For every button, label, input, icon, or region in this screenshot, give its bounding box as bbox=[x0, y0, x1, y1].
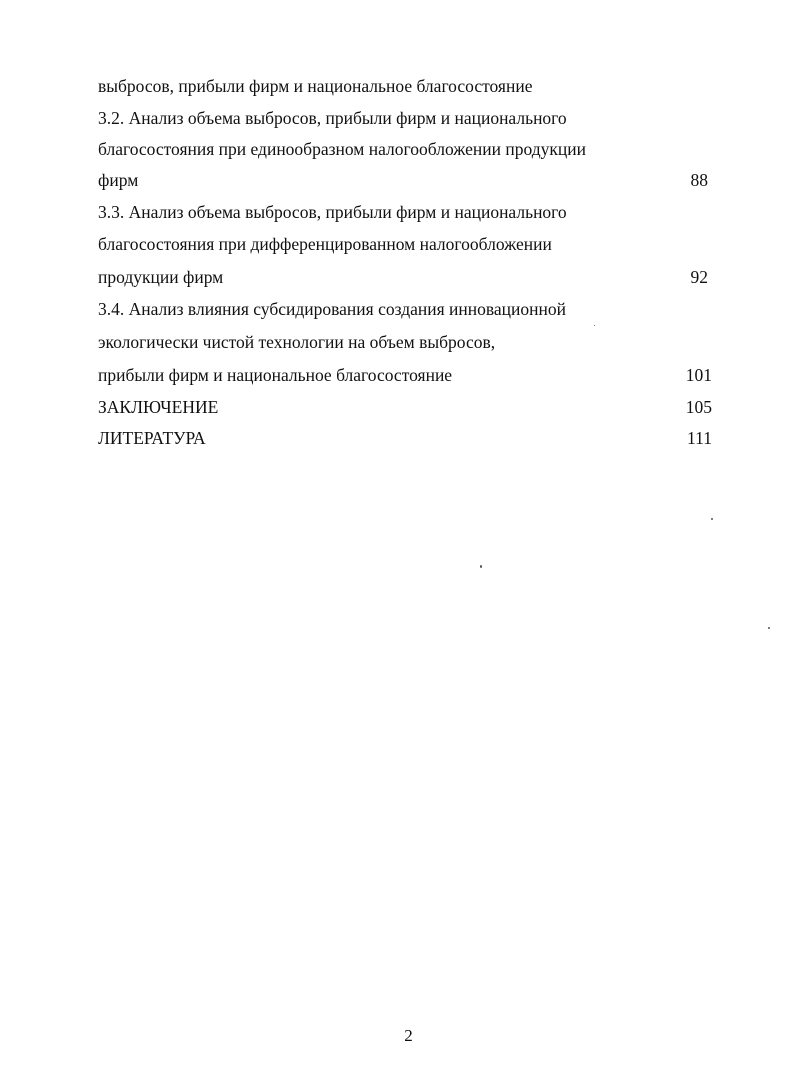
scan-speck bbox=[711, 518, 713, 520]
scan-speck bbox=[768, 627, 770, 629]
toc-page-number: 88 bbox=[690, 170, 708, 190]
toc-page-number: 101 bbox=[685, 365, 712, 385]
toc-line: 3.4. Анализ влияния субсидирования создания инновационной bbox=[98, 299, 566, 319]
page-number: 2 bbox=[404, 1026, 413, 1045]
toc-line: ЗАКЛЮЧЕНИЕ bbox=[98, 397, 219, 417]
toc-line: экологически чистой технологии на объем выбросов, bbox=[98, 332, 496, 352]
toc-page-number: 111 bbox=[687, 428, 712, 448]
toc-line: ЛИТЕРАТУРА bbox=[98, 428, 206, 448]
scan-speck bbox=[594, 325, 595, 326]
toc-line: прибыли фирм и национальное благосостояние bbox=[98, 365, 453, 385]
toc-line: выбросов, прибыли фирм и национальное благосостояние bbox=[98, 76, 533, 96]
toc-line: 3.3. Анализ объема выбросов, прибыли фирм и национального bbox=[98, 202, 567, 222]
toc-line: продукции фирм bbox=[98, 267, 224, 287]
scan-speck bbox=[480, 565, 482, 568]
toc-page-number: 105 bbox=[685, 397, 712, 417]
toc-page-number: 92 bbox=[690, 267, 708, 287]
toc-line: фирм bbox=[98, 170, 139, 190]
toc-line: 3.2. Анализ объема выбросов, прибыли фирм и национального bbox=[98, 108, 567, 128]
toc-line: благосостояния при единообразном налогообложении продукции bbox=[98, 139, 586, 159]
toc-line: благосостояния при дифференцированном налогообложении bbox=[98, 234, 552, 254]
